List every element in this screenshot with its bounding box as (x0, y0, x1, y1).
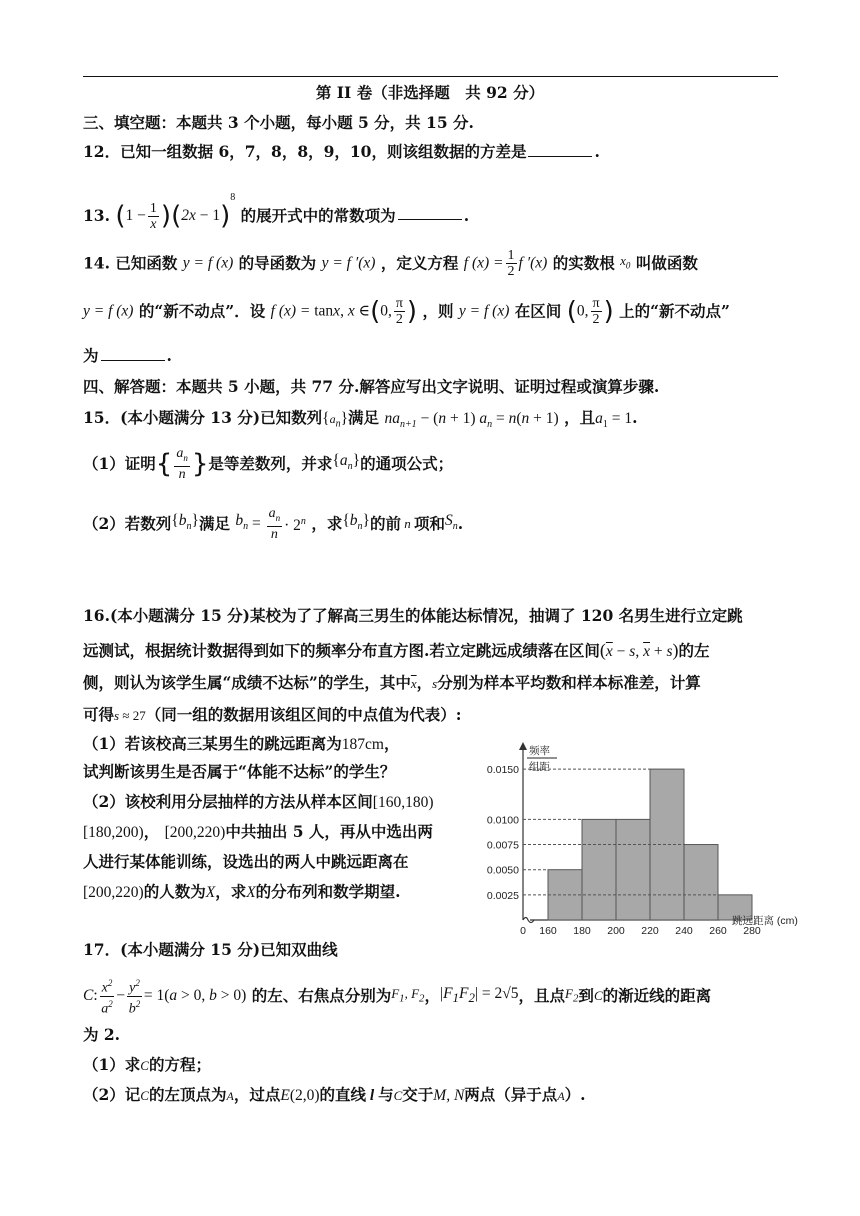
q15-text: 项和 (414, 513, 446, 533)
q16-text: ， (416, 673, 433, 692)
q16-text: 中共抽出 5 人，再从中选出两 (225, 822, 433, 841)
y-axis-label-denominator: 组距 (529, 761, 550, 773)
question-14-line2: y = f (x) 的“新不动点”．设 f (x) = tanx, x ∈(0, $\frac{\pi}{2}$ ) ，则 y = f (x) 在区间 (0, $\frac{\pi}{2}$ ) 上的“新不动点” (83, 296, 730, 327)
question-17-line1: 17．(本小题满分 15 分)已知双曲线 (83, 940, 338, 959)
x-tick-label: 180 (573, 925, 591, 937)
question-17-part1: （1）求C的方程； (83, 1055, 211, 1074)
q15-text: 满足 (198, 513, 230, 533)
question-17-line2: C: $\frac{x^2}{a^2}$ − $\frac{y^2}{b^2}$ = 1(a > 0, b > 0) 的左、右焦点分别为$F_1$, $F_2$，$|F_1F_2| = 2√5$，且点$F_2$到C的渐近线的距离 (83, 978, 712, 1017)
q14-text: 14. 已知函数 (83, 253, 178, 273)
x-tick-label: 220 (641, 925, 659, 937)
q13-number: 13. (83, 206, 110, 225)
q16-text: ， (383, 734, 400, 753)
q15-text: 满足 (348, 408, 380, 427)
q16-text: 远测试，根据统计数据得到如下的频率分布直方图.若立定跳远成绩落在区间 (83, 641, 600, 660)
section3-heading: 三、填空题：本题共 3 个小题，每小题 5 分，共 15 分. (83, 113, 474, 132)
q14-text: ，则 (422, 301, 454, 321)
histogram-chart (468, 738, 828, 948)
q15-text: ，求 (311, 513, 343, 533)
y-tick-label: 0.0050 (486, 864, 519, 877)
question-15-intro: 15．(本小题满分 13 分)已知数列$\{a_n\}$满足 $na_{n+1} - (n + 1) a_n = n(n + 1)$ ，且$a_1 = 1$. (83, 408, 638, 431)
q17-text: ，且点 (518, 986, 566, 1006)
q14-text: 上的“新不动点” (619, 301, 730, 321)
question-16-line3: 侧，则认为该学生属“成绩不达标”的学生，其中$\overline{x}$，s分别为样本平均数和样本标准差，计算 (83, 673, 701, 692)
question-12: 12．已知一组数据 6，7，8，8，9，10，则该组数据的方差是 . (83, 142, 600, 161)
y-tick-label: 0.0025 (486, 889, 519, 902)
y-axis-label-numerator: 频率 (529, 745, 550, 757)
question-16-part2-line4: [200,220)的人数为X，求X的分布列和数学期望. (83, 882, 401, 901)
answer-blank (101, 346, 165, 361)
q15-text: （2）若数列 (83, 513, 172, 533)
q16-text: 的分布列和数学期望. (255, 882, 401, 901)
question-16-line4: 可得s ≈ 27（同一组的数据用该组区间的中点值为代表）: (83, 705, 462, 724)
q17-text: 交于 (402, 1085, 434, 1104)
q14-text: 叫做函数 (635, 253, 698, 273)
histogram-bar (684, 845, 718, 920)
question-16-line2: 远测试，根据统计数据得到如下的频率分布直方图.若立定跳远成绩落在区间($\overline{x} - s$, $\overline{x} + s$)的左 (83, 640, 710, 660)
q16-distance: 187cm (341, 736, 384, 753)
q16-text: 分别为样本平均数和样本标准差，计算 (437, 673, 701, 692)
x-tick-label: 240 (675, 925, 693, 937)
q15-text: （1）证明 (83, 453, 156, 473)
q16-text: 可得 (83, 705, 115, 724)
q17-text: ，过点 (233, 1085, 281, 1104)
q17-text: （1）求 (83, 1055, 141, 1074)
question-16-line1: 16.(本小题满分 15 分)某校为了了解高三男生的体能达标情况，抽调了 120 名男生进行立定跳 (83, 606, 743, 625)
q14-text: 为 (83, 346, 99, 365)
q14-text: ，定义方程 (380, 253, 459, 273)
q16-text: （1）若该校高三某男生的跳远距离为 (83, 734, 342, 753)
q14-text: 的实数根 (552, 253, 615, 273)
question-14-line1: 14. 已知函数 y = f (x) 的导函数为 y = f ′(x) ，定义方程 f (x) = $\frac{1}{2}$ f ′(x) 的实数根 $x_0$ 叫做函数 (83, 248, 698, 279)
q12-text: 12．已知一组数据 6，7，8，8，9，10，则该组数据的方差是 (83, 142, 527, 161)
fraction: $\frac{1}{x}$ (149, 200, 157, 232)
x-tick-label: 260 (709, 925, 727, 937)
q16-text: 的人数为 (143, 882, 206, 901)
question-17-line3: 为 2. (83, 1025, 121, 1044)
q17-text: 到 (578, 986, 594, 1006)
q14-text: 的“新不动点”．设 (138, 301, 266, 321)
q14-text: 的导函数为 (238, 253, 317, 273)
histogram-bar (582, 819, 616, 920)
question-15-part2: （2）若数列$\{b_n\}$满足 $b_n$ = $\frac{a_n}{n}$ · $2^n$ ，求$\{b_n\}$的前 n 项和$S_n$. (83, 506, 464, 542)
question-16-part2-line2: [180,200)， [200,220)中共抽出 5 人，再从中选出两 (83, 822, 433, 841)
answer-blank (528, 142, 592, 157)
y-tick-label: 0.0075 (486, 839, 519, 852)
q16-text: 的左 (678, 641, 710, 660)
x-tick-label: 160 (539, 925, 557, 937)
top-rule (83, 76, 778, 77)
y-tick-label: 0.0100 (486, 814, 519, 827)
question-14-line3: 为 . (83, 346, 172, 365)
x-tick-label: 0 (520, 925, 526, 937)
question-16-part2-line3: 人进行某体能训练，设选出的两人中跳远距离在 (83, 852, 409, 871)
q17-text: 的方程； (148, 1055, 211, 1074)
section4-heading: 四、解答题：本题共 5 小题，共 77 分.解答应写出文字说明、证明过程或演算步骤. (83, 377, 660, 396)
question-16-part1 (83, 734, 400, 755)
q17-text: （2）记 (83, 1085, 141, 1104)
q17-text: 的左顶点为 (148, 1085, 227, 1104)
y-axis-arrow (519, 742, 527, 750)
q16-text: （2）该校利用分层抽样的方法从样本区间 (83, 792, 373, 811)
q16-text: ，求 (215, 882, 247, 901)
question-16-part2: （2）该校利用分层抽样的方法从样本区间[160,180) (83, 792, 434, 811)
q17-text: 的左、右焦点分别为 (251, 986, 392, 1006)
y-tick-label: 0.0150 (486, 764, 519, 777)
question-16-part1-line2: 试判断该男生是否属于“体能不达标”的学生？ (83, 762, 396, 781)
x-tick-label: 280 (743, 925, 761, 937)
q17-text: ）. (564, 1085, 586, 1104)
question-13: 13. (1 − $\frac{1}{x}$ )$(2x - 1)^8$ 的展开式中的常数项为 . (83, 192, 470, 232)
q15-text: 的前 (370, 513, 402, 533)
x-tick-label: 200 (607, 925, 625, 937)
q13-text: 的展开式中的常数项为 (240, 206, 396, 225)
q17-text: 与 (378, 1085, 394, 1104)
q17-text: 的直线 (319, 1085, 367, 1104)
q17-text: 的渐近线的距离 (602, 986, 712, 1006)
answer-blank (398, 205, 462, 220)
x-axis-label: 跳远距离 (cm) (732, 915, 798, 927)
q14-text: 在区间 (514, 301, 562, 321)
question-17-part2: （2）记C的左顶点为A，过点E(2,0)的直线 l 与C交于M, N两点（异于点A）. (83, 1085, 586, 1104)
q16-text: （同一组的数据用该组区间的中点值为代表）: (145, 705, 462, 724)
q15-text: 是等差数列，并求 (208, 453, 333, 473)
histogram-bar (616, 819, 650, 920)
q15-text: 15．(本小题满分 13 分)已知数列 (83, 408, 323, 427)
question-15-part1: （1）证明{ $\frac{a_n}{n}$ }是等差数列，并求$\{a_n\}$的通项公式； (83, 446, 454, 482)
section-title: 第 II 卷（非选择题 共 92 分） (315, 83, 545, 102)
q17-text: 两点（异于点 (464, 1085, 558, 1104)
q16-text: 侧，则认为该学生属“成绩不达标”的学生，其中 (83, 673, 411, 692)
q15-text: ，且 (564, 408, 596, 427)
q15-text: 的通项公式； (360, 453, 454, 473)
